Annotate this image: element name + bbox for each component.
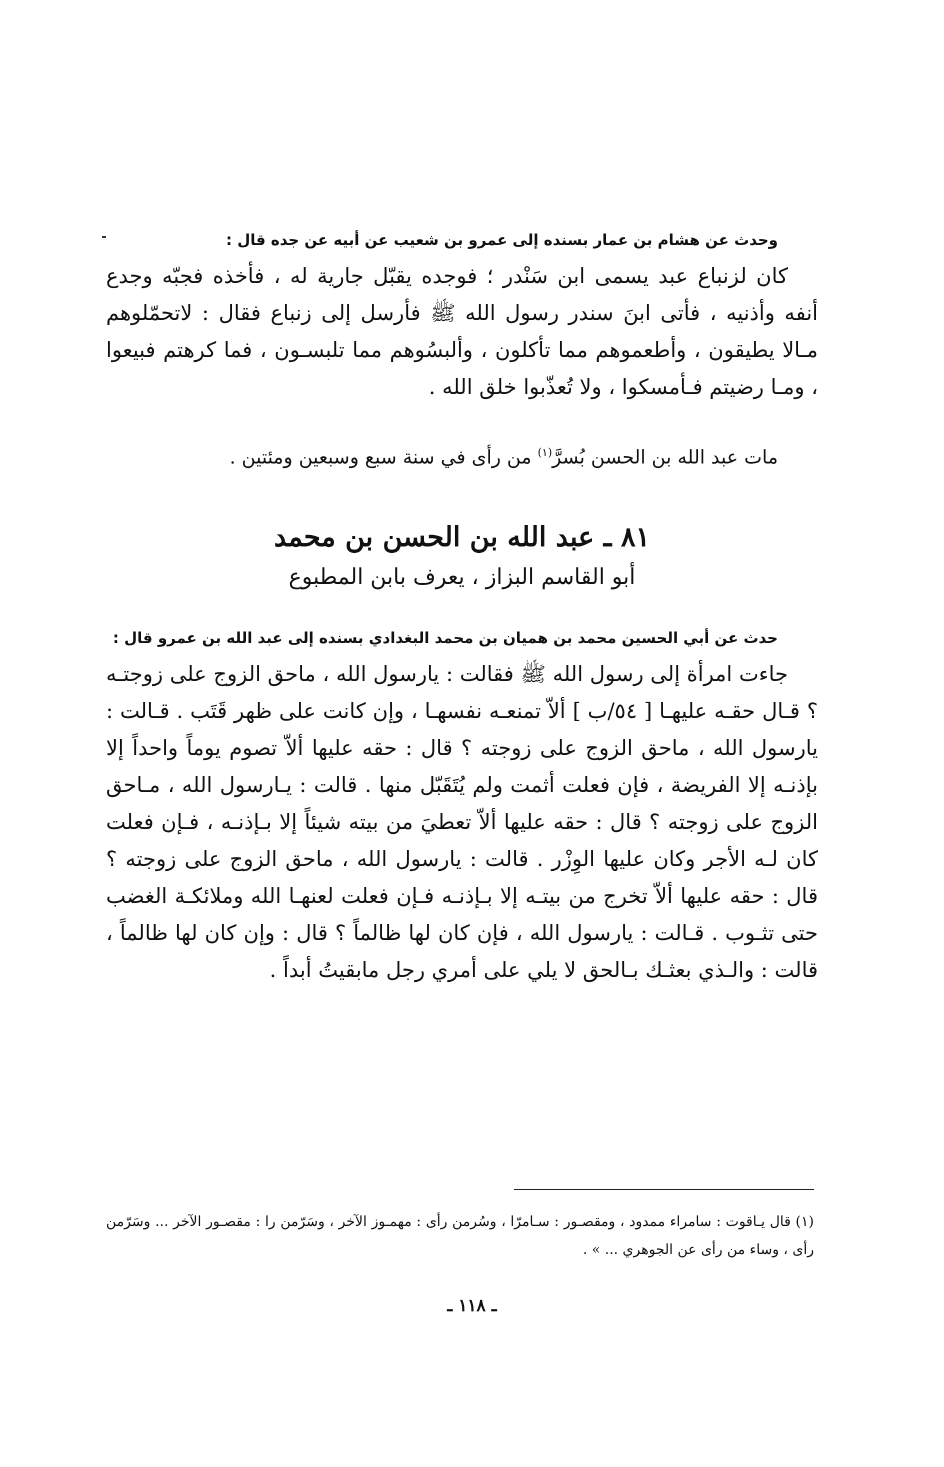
entry-heading: ٨١ ـ عبد الله بن الحسن بن محمد bbox=[274, 522, 650, 554]
section2 bbox=[106, 624, 818, 989]
footnote-ref: (١) bbox=[537, 446, 553, 459]
section1-intro: وحدث عن هشام بن عمار بسنده إلى عمرو بن شعيب عن أبيه عن جده قال : bbox=[225, 231, 778, 249]
page-number: ـ ١١٨ ـ bbox=[447, 1296, 497, 1316]
entry-subheading: أبو القاسم البزاز ، يعرف بابن المطبوع bbox=[288, 565, 636, 591]
death-note bbox=[106, 436, 778, 474]
footnote: (١) قال يـاقوت : سامراء ممدود ، ومقصـور : سـامرّا ، وسُرمن رأى : مهمـوز الآخر ، وسَرّمن را : مقصـور الآخر ... وسَرّمن رأى ، وساء من رأى عن الجوهري ... » . bbox=[106, 1214, 814, 1258]
entry-heading-block bbox=[106, 516, 818, 596]
section1-hadith: كان لزنباع عبد يسمى ابن سَنْدر ؛ فوجده يقبّل جارية له ، فأخذه فجبّه وجدع أنفه وأذنيه ، فأتى ابنَ سندر رسول الله ﷺ فأرسل إلى زنباع فقال : لاتحمّلوهم مـالا يطيقون ، وأطعموهم مما تأكلون ، وألبسُوهم مما تلبسـون ، فما كرهتم فبيعوا ، ومـا رضيتم فـأمسكوا ، ولا تُعذّبوا خلق الله . bbox=[106, 264, 818, 399]
section2-intro: حدث عن أبي الحسين محمد بن هميان بن محمد البغدادي بسنده إلى عبد الله بن عمرو قال : bbox=[112, 629, 778, 648]
footnote-divider bbox=[514, 1189, 814, 1190]
death-note-pre: مات عبد الله بن الحسن بُسرَّ bbox=[552, 446, 778, 469]
death-note-post: من رأى في سنة سبع وسبعين ومئتين . bbox=[229, 446, 538, 469]
main-text bbox=[106, 226, 818, 989]
section2-hadith: جاءت امرأة إلى رسول الله ﷺ فقالت : يارسول الله ، ماحق الزوج على زوجتـه ؟ قـال حقـه عليهـا [ ٥٤/ب ] ألاّ تمنعـه نفسهـا ، وإن كانت على ظهر قَتَب . قـالت : يارسول الله ، ماحق الزوج على زوجته ؟ قال : حقه عليها ألاّ تصوم يوماً واحداً إلا بإذنـه إلا الفريضة ، فإن فعلت أثمت ولم يُتَقَبّل منها . قالت : يـارسول الله ، مـاحق الزوج على زوجته ؟ قال : حقه عليها ألاّ تعطيَ من بيته شيئاً إلا بـإذنـه ، فـإن فعلت كان لـه الأجر وكان عليها الوِزْر . قالت : يارسول الله ، ماحق الزوج على زوجته ؟ قال : حقه عليها ألاّ تخرج من بيتـه إلا بـإذنـه فـإن فعلت لعنهـا الله وملائكـة الغضب حتى تثـوب . قـالت : يارسول الله ، فإن كان لها ظالماً ؟ قال : وإن كان لها ظالماً ، قالت : والـذي بعثـك بـالحق لا يلي على أمري رجل مابقيتُ أبداً . bbox=[106, 662, 818, 983]
